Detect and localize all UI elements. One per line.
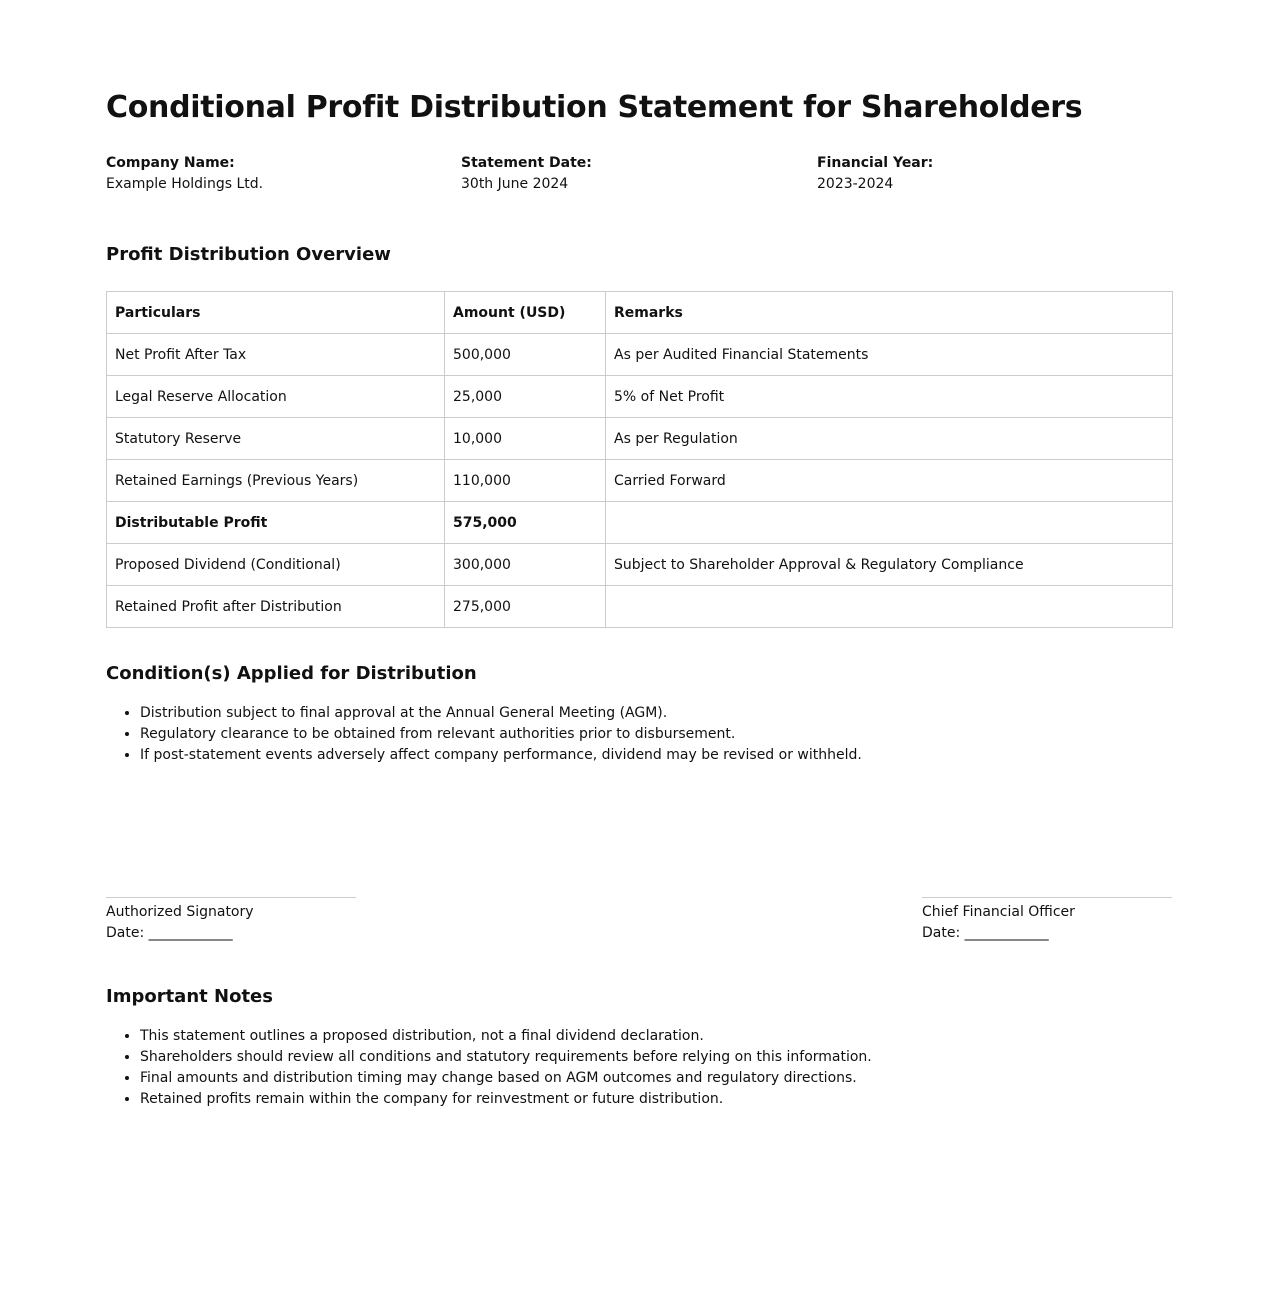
remarks-cell: Subject to Shareholder Approval & Regulatory Compliance (606, 544, 1173, 586)
conditions-list (106, 703, 862, 766)
amount-cell: 575,000 (445, 502, 606, 544)
table-header-row (107, 292, 1173, 334)
list-item: • Regulatory clearance to be obtained from relevant authorities prior to disbursement. (140, 724, 862, 745)
signatory-title: Chief Financial Officer (922, 904, 1075, 920)
remarks-cell: As per Audited Financial Statements (606, 334, 1173, 376)
important-notes-list (106, 1026, 872, 1110)
amount-cell: 500,000 (445, 334, 606, 376)
particular-cell: Legal Reserve Allocation (107, 376, 445, 418)
table-row (107, 418, 1173, 460)
list-item: • Distribution subject to final approval at the Annual General Meeting (AGM). (140, 703, 862, 724)
signatory-date-row (922, 923, 1172, 944)
remarks-cell: Carried Forward (606, 460, 1173, 502)
amount-cell: 10,000 (445, 418, 606, 460)
remarks-cell: As per Regulation (606, 418, 1173, 460)
list-item: • Final amounts and distribution timing may change based on AGM outcomes and regulatory directions. (140, 1068, 872, 1089)
list-item: • This statement outlines a proposed distribution, not a final dividend declaration. (140, 1026, 872, 1047)
company-name-field (106, 153, 263, 195)
list-item: • Retained profits remain within the company for reinvestment or future distribution. (140, 1089, 872, 1110)
financial-year-label: Financial Year: (817, 155, 934, 171)
financial-year-value: 2023-2024 (817, 176, 894, 192)
date-label: Date: (922, 925, 961, 941)
authorized-signatory-block (106, 897, 356, 944)
column-header-remarks: Remarks (606, 292, 1173, 334)
remarks-cell (606, 502, 1173, 544)
table-row (107, 376, 1173, 418)
particular-cell: Proposed Dividend (Conditional) (107, 544, 445, 586)
statement-date-label: Statement Date: (461, 155, 592, 171)
date-label: Date: (106, 925, 145, 941)
amount-cell: 300,000 (445, 544, 606, 586)
page-title: Conditional Profit Distribution Statement for Shareholders (106, 90, 1083, 125)
column-header-amount: Amount (USD) (445, 292, 606, 334)
table-row (107, 334, 1173, 376)
date-blank-line: ____________ (148, 925, 233, 941)
signatory-title: Authorized Signatory (106, 904, 254, 920)
profit-distribution-table (106, 291, 1173, 628)
amount-cell: 275,000 (445, 586, 606, 628)
list-item: • If post-statement events adversely affect company performance, dividend may be revised or withheld. (140, 745, 862, 766)
financial-year-field (817, 153, 933, 195)
particular-cell: Retained Profit after Distribution (107, 586, 445, 628)
particular-cell: Statutory Reserve (107, 418, 445, 460)
cfo-signature-block (922, 897, 1172, 944)
statement-meta (106, 153, 1172, 197)
table-row (107, 460, 1173, 502)
particular-cell: Distributable Profit (107, 502, 445, 544)
company-name-label: Company Name: (106, 155, 235, 171)
distributable-profit-row (107, 502, 1173, 544)
statement-date-value: 30th June 2024 (461, 176, 569, 192)
amount-cell: 110,000 (445, 460, 606, 502)
column-header-particulars: Particulars (107, 292, 445, 334)
conditions-heading: Condition(s) Applied for Distribution (106, 663, 477, 684)
remarks-cell (606, 586, 1173, 628)
company-name-value: Example Holdings Ltd. (106, 176, 264, 192)
particular-cell: Net Profit After Tax (107, 334, 445, 376)
particular-cell: Retained Earnings (Previous Years) (107, 460, 445, 502)
overview-heading: Profit Distribution Overview (106, 244, 391, 265)
important-notes-heading: Important Notes (106, 986, 273, 1007)
statement-date-field (461, 153, 592, 195)
date-blank-line: ____________ (964, 925, 1049, 941)
amount-cell: 25,000 (445, 376, 606, 418)
remarks-cell: 5% of Net Profit (606, 376, 1173, 418)
signatory-date-row (106, 923, 356, 944)
list-item: • Shareholders should review all conditions and statutory requirements before relying on this information. (140, 1047, 872, 1068)
table-row (107, 586, 1173, 628)
table-row (107, 544, 1173, 586)
